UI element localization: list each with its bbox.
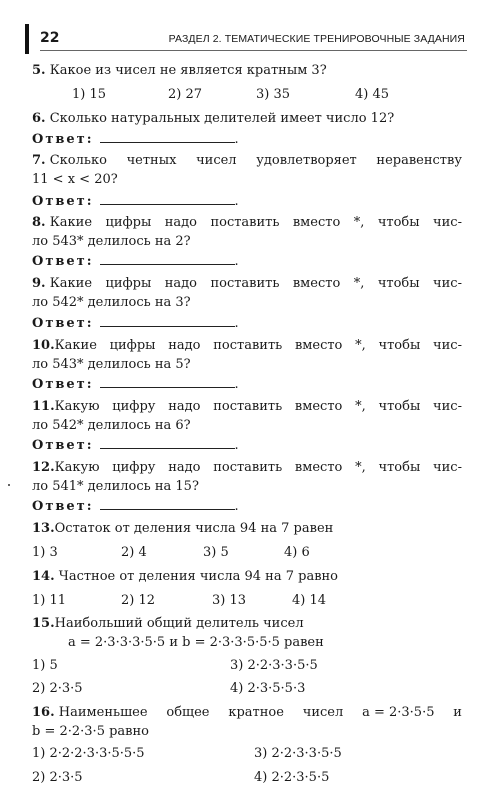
word: *,: [353, 215, 365, 230]
task-13: [32, 521, 333, 537]
option: 2) 4: [121, 545, 147, 560]
task-9-line1: [32, 276, 462, 292]
word: вместо: [294, 338, 343, 353]
word: вместо: [294, 460, 343, 475]
word: удовлетворяет: [256, 153, 357, 168]
margin-dot: [8, 484, 10, 486]
word: чтобы: [378, 460, 421, 475]
task-12-line1: [32, 460, 462, 476]
answer-line: Ответ: .: [32, 132, 239, 147]
task-number: 10.: [32, 338, 55, 353]
task-number: 16.: [32, 705, 55, 720]
task-number: 9.: [32, 276, 46, 291]
word: вместо: [292, 215, 341, 230]
option: 2) 2·3·5: [32, 770, 83, 785]
word: чтобы: [377, 215, 420, 230]
task-7-line1: [32, 153, 462, 169]
task-number: 14.: [32, 569, 55, 584]
task-15: [32, 616, 304, 632]
task-8-line1: [32, 215, 462, 231]
task-number: 12.: [32, 460, 55, 475]
answer-label: Ответ:: [32, 316, 94, 331]
option: 3) 35: [256, 87, 291, 102]
word: чисел: [302, 705, 344, 720]
word: a = 2·3·5·5: [362, 705, 435, 720]
word: поставить: [213, 399, 283, 414]
task-number: 5.: [32, 63, 46, 78]
task-number: 8.: [32, 215, 46, 230]
task-15-line2: a = 2·3·3·3·5·5 и b = 2·3·3·5·5·5 равен: [68, 635, 324, 650]
option: 4) 2·3·5·5·3: [230, 681, 306, 696]
task-number: 13.: [32, 521, 55, 536]
option: 1) 3: [32, 545, 58, 560]
word: надо: [168, 399, 201, 414]
task-5: [32, 63, 327, 79]
section-title: РАЗДЕЛ 2. ТЕМАТИЧЕСКИЕ ТРЕНИРОВОЧНЫЕ ЗАДАНИЯ: [168, 33, 465, 45]
word: чтобы: [378, 399, 421, 414]
word: чтобы: [377, 276, 420, 291]
option: 1) 2·2·2·3·3·5·5·5: [32, 746, 145, 761]
task-9-line2: ло 542* делилось на 3?: [32, 295, 191, 310]
task-16-line1: [32, 705, 462, 721]
answer-line: Ответ: .: [32, 254, 239, 269]
word: *,: [355, 399, 366, 414]
answer-line: Ответ: .: [32, 316, 239, 331]
word: четных: [126, 153, 177, 168]
word: общее: [166, 705, 210, 720]
word: чис-: [433, 460, 462, 475]
word: и: [453, 705, 462, 720]
word: поставить: [210, 215, 280, 230]
option: 1) 11: [32, 593, 67, 608]
word: надо: [164, 215, 198, 230]
word: чис-: [433, 399, 462, 414]
option: 1) 5: [32, 658, 58, 673]
option: 2) 2·3·5: [32, 681, 83, 696]
option: 2) 12: [121, 593, 156, 608]
page-number: 22: [40, 30, 60, 46]
answer-blank[interactable]: [100, 192, 235, 205]
option: 4) 6: [284, 545, 310, 560]
word: надо: [168, 460, 201, 475]
answer-label: Ответ:: [32, 254, 94, 269]
option: 4) 2·2·3·5·5: [254, 770, 330, 785]
task-12-line2: ло 541* делилось на 15?: [32, 479, 199, 494]
word: Сколько: [49, 153, 107, 168]
word: вместо: [294, 399, 343, 414]
option: 4) 14: [292, 593, 327, 608]
option: 2) 27: [168, 87, 203, 102]
word: цифру: [112, 460, 156, 475]
option: 3) 5: [203, 545, 229, 560]
task-11-line1: [32, 399, 462, 415]
word: *,: [353, 276, 365, 291]
task-text: Частное от деления числа 94 на 7 равно: [58, 569, 339, 584]
option: 1) 15: [72, 87, 107, 102]
task-number: 11.: [32, 399, 55, 414]
word: цифру: [112, 399, 156, 414]
option: 3) 13: [212, 593, 247, 608]
word: вместо: [292, 276, 341, 291]
word: кратное: [228, 705, 284, 720]
task-number: 6.: [32, 111, 46, 126]
word: Какие: [49, 276, 93, 291]
task-10-line2: ло 543* делилось на 5?: [32, 357, 191, 372]
word: чис-: [433, 215, 462, 230]
answer-blank[interactable]: [100, 497, 235, 510]
word: чис-: [433, 276, 462, 291]
option: 4) 45: [355, 87, 390, 102]
answer-blank[interactable]: [100, 130, 235, 143]
word: чис-: [433, 338, 462, 353]
word: чтобы: [378, 338, 421, 353]
task-number: 7.: [32, 153, 46, 168]
word: Какую: [54, 399, 100, 414]
answer-blank[interactable]: [100, 252, 235, 265]
task-text: Какое из чисел не является кратным 3?: [49, 63, 327, 78]
task-14: [32, 569, 338, 585]
answer-line: Ответ: .: [32, 194, 239, 209]
word: цифры: [105, 215, 152, 230]
answer-label: Ответ:: [32, 499, 94, 514]
word: цифры: [105, 276, 152, 291]
task-7-line2: 11 < x < 20?: [32, 172, 118, 187]
word: Какие: [54, 338, 97, 353]
answer-blank[interactable]: [100, 436, 235, 449]
task-text: Остаток от деления числа 94 на 7 равен: [54, 521, 334, 536]
task-text: Сколько натуральных делителей имеет число 12?: [49, 111, 395, 126]
option: 3) 2·2·3·3·5·5: [254, 746, 342, 761]
task-number: 15.: [32, 616, 55, 631]
answer-line: Ответ: .: [32, 438, 239, 453]
answer-label: Ответ:: [32, 194, 94, 209]
page-edge-bar: [25, 24, 29, 54]
word: Какие: [49, 215, 93, 230]
answer-label: Ответ:: [32, 377, 94, 392]
word: неравенству: [376, 153, 462, 168]
word: поставить: [213, 338, 283, 353]
word: Наименьшее: [58, 705, 148, 720]
answer-label: Ответ:: [32, 438, 94, 453]
header-rule: [40, 50, 467, 51]
word: чисел: [196, 153, 237, 168]
word: цифры: [109, 338, 156, 353]
option: 3) 2·2·3·3·5·5: [230, 658, 318, 673]
answer-blank[interactable]: [100, 375, 235, 388]
answer-blank[interactable]: [100, 314, 235, 327]
word: *,: [355, 338, 366, 353]
answer-label: Ответ:: [32, 132, 94, 147]
word: поставить: [210, 276, 280, 291]
word: надо: [164, 276, 198, 291]
answer-line: Ответ: .: [32, 499, 239, 514]
word: надо: [168, 338, 201, 353]
answer-line: Ответ: .: [32, 377, 239, 392]
task-16-line2: b = 2·2·3·5 равно: [32, 724, 149, 739]
task-6: [32, 111, 394, 127]
word: *,: [355, 460, 366, 475]
task-text: Наибольший общий делитель чисел: [54, 616, 304, 631]
task-8-line2: ло 543* делилось на 2?: [32, 234, 191, 249]
task-11-line2: ло 542* делилось на 6?: [32, 418, 191, 433]
word: поставить: [213, 460, 283, 475]
word: Какую: [54, 460, 100, 475]
task-10-line1: [32, 338, 462, 354]
